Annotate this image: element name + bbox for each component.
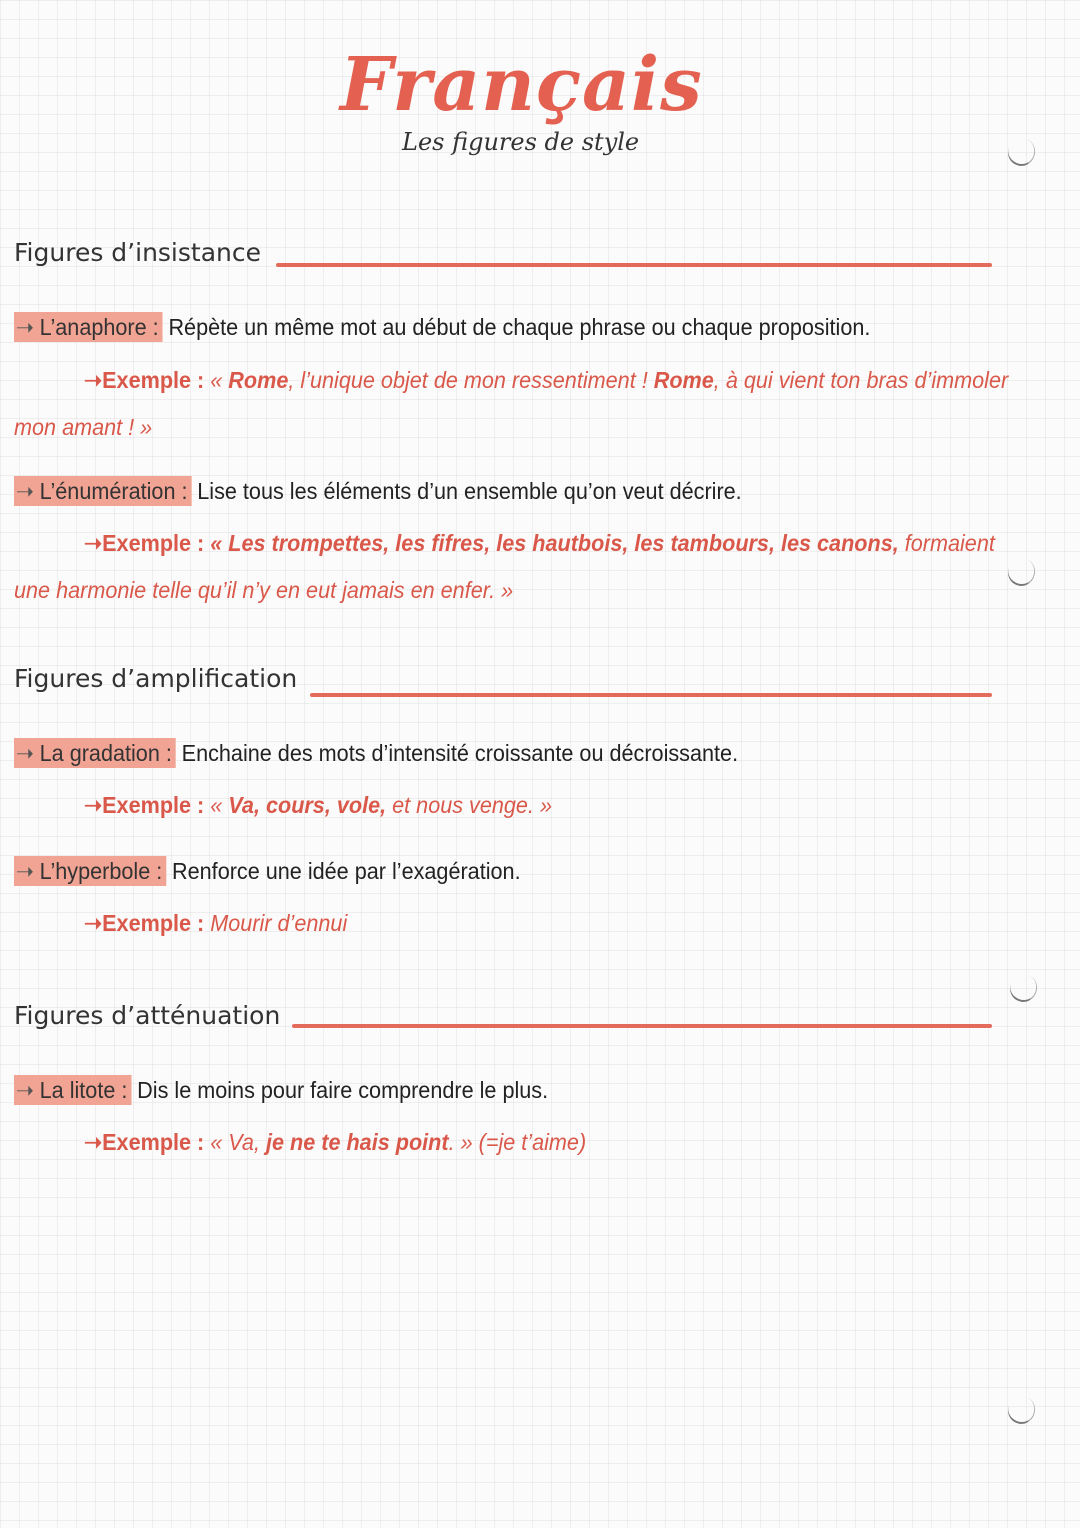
arrow-right-icon: ➝ xyxy=(15,478,35,504)
definition-anaphore xyxy=(14,314,870,341)
example-label: ➝Exemple : xyxy=(84,1129,205,1155)
example-label: ➝Exemple : xyxy=(84,367,205,393)
example-label: ➝Exemple : xyxy=(84,530,205,556)
arrow-right-icon: ➝ xyxy=(15,740,35,766)
definition-gradation xyxy=(14,740,738,767)
term-highlight: ➝ L’énumération : xyxy=(14,476,191,506)
example-label: ➝Exemple : xyxy=(84,910,205,936)
section-rule xyxy=(310,693,992,697)
example-continuation: mon amant ! » xyxy=(14,414,153,440)
arrow-right-icon: ➝ xyxy=(15,858,35,884)
example-anaphore: ➝Exemple : « Rome, l’unique objet de mon ressentiment ! Rome, à qui vient ton bras d’immoler xyxy=(84,367,1009,393)
example-gradation: ➝Exemple : « Va, cours, vole, et nous venge. » xyxy=(84,792,553,818)
definition-hyperbole xyxy=(14,858,521,885)
binder-hole-icon xyxy=(1004,134,1039,170)
term-highlight: ➝ La litote : xyxy=(14,1075,131,1105)
binder-hole-icon xyxy=(1004,1392,1039,1428)
definition-text: Enchaine des mots d’intensité croissante ou décroissante. xyxy=(181,740,739,766)
page-subtitle: Les figures de style xyxy=(402,128,640,156)
example-label: ➝Exemple : xyxy=(84,792,205,818)
example-hyperbole: ➝Exemple : Mourir d’ennui xyxy=(84,910,348,936)
page-title: Français xyxy=(340,42,703,128)
definition-enumeration xyxy=(14,478,742,505)
section-rule xyxy=(292,1024,992,1028)
definition-text: Renforce une idée par l’exagération. xyxy=(172,858,521,884)
section-heading-insistance: Figures d’insistance xyxy=(14,238,261,267)
definition-text: Dis le moins pour faire comprendre le plus. xyxy=(137,1077,549,1103)
definition-litote xyxy=(14,1077,548,1104)
arrow-right-icon: ➝ xyxy=(15,1077,35,1103)
term-highlight: ➝ La gradation : xyxy=(14,738,176,768)
term-highlight: ➝ L’anaphore : xyxy=(14,312,162,342)
binder-hole-icon xyxy=(1006,970,1041,1006)
example-enumeration: ➝Exemple : « Les trompettes, les fifres, les hautbois, les tambours, les canons, formaient xyxy=(84,530,995,556)
definition-text: Lise tous les éléments d’un ensemble qu’on veut décrire. xyxy=(197,478,742,504)
section-heading-attenuation: Figures d’atténuation xyxy=(14,1001,281,1030)
binder-hole-icon xyxy=(1004,554,1039,590)
arrow-right-icon: ➝ xyxy=(15,314,35,340)
example-litote: ➝Exemple : « Va, je ne te hais point. » (=je t’aime) xyxy=(84,1129,587,1155)
term-highlight: ➝ L’hyperbole : xyxy=(14,856,166,886)
section-rule xyxy=(276,263,992,267)
example-continuation: une harmonie telle qu’il n’y en eut jamais en enfer. » xyxy=(14,577,514,603)
definition-text: Répète un même mot au début de chaque phrase ou chaque proposition. xyxy=(168,314,871,340)
section-heading-amplification: Figures d’amplification xyxy=(14,664,298,693)
